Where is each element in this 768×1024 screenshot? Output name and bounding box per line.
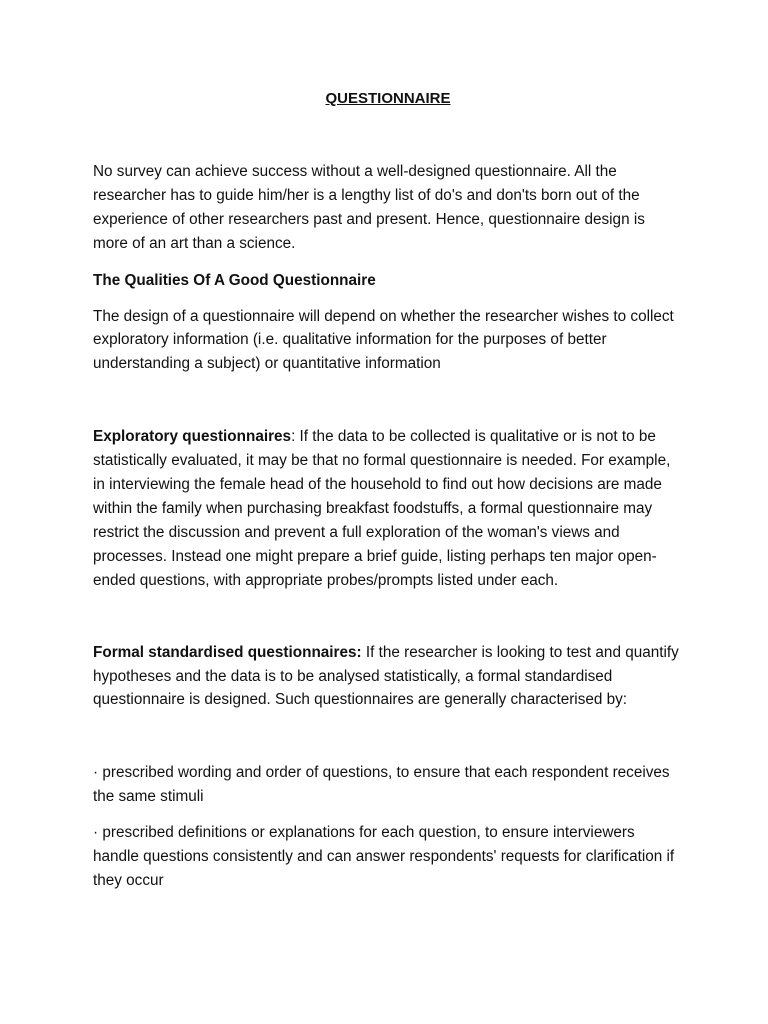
formal-paragraph xyxy=(93,641,683,713)
design-paragraph: The design of a questionnaire will depend on whether the researcher wishes to collect exploratory information (i.e. qualitative information for the purposes of better understanding a subject) or quantitative information xyxy=(93,307,674,373)
formal-text: If the researcher is looking to test and quantify hypotheses and the data is to be analysed statistically, a formal standardised questionnaire is designed. Such questionnaires are generally characterised by: xyxy=(93,643,679,709)
exploratory-paragraph xyxy=(93,425,683,592)
list-item: · prescribed definitions or explanations for each question, to ensure interviewers handle questions consistently and can answer respondents' requests for clarification if they occur xyxy=(93,824,675,889)
document-page xyxy=(93,88,683,893)
qualities-heading: The Qualities Of A Good Questionnaire xyxy=(93,271,376,289)
exploratory-text: : If the data to be collected is qualitative or is not to be statistically evaluated, it may be that no formal questionnaire is needed. For example, in interviewing the female head of the household to find out how decisions are made within the family when purchasing breakfast foodstuffs, a formal questionnaire may restrict the discussion and prevent a full exploration of the woman's views and processes. Instead one might prepare a brief guide, listing perhaps ten major open-ended questions, with appropriate probes/prompts listed under each. xyxy=(93,428,671,589)
intro-paragraph: No survey can achieve success without a well-designed questionnaire. All the researcher has to guide him/her is a lengthy list of do's and don'ts born out of the experience of other researchers past and present. Hence, questionnaire design is more of an art than a science. xyxy=(93,163,645,252)
exploratory-term: Exploratory questionnaires xyxy=(93,428,292,446)
document-title: QUESTIONNAIRE xyxy=(325,90,451,107)
list-item: · prescribed wording and order of questions, to ensure that each respondent receives the same stimuli xyxy=(93,764,670,806)
formal-term: Formal standardised questionnaires: xyxy=(93,643,362,661)
